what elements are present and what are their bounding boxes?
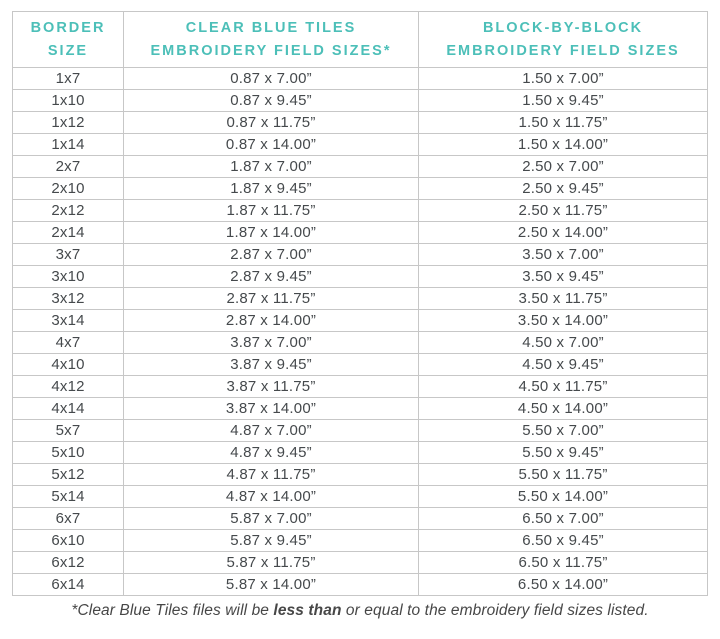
block-by-block-cell: 6.50 x 9.45”	[419, 530, 708, 552]
border-size-cell: 2x7	[13, 156, 124, 178]
border-size-cell: 1x14	[13, 134, 124, 156]
border-size-cell: 4x12	[13, 376, 124, 398]
clear-blue-tiles-cell: 5.87 x 14.00”	[124, 574, 419, 596]
table-row	[13, 178, 708, 200]
block-by-block-cell: 2.50 x 7.00”	[419, 156, 708, 178]
block-by-block-cell: 5.50 x 7.00”	[419, 420, 708, 442]
header-line: EMBROIDERY FIELD SIZES*	[150, 42, 392, 59]
footnote	[0, 602, 720, 620]
table-row	[13, 552, 708, 574]
block-by-block-cell: 1.50 x 11.75”	[419, 112, 708, 134]
column-header-border-size	[13, 12, 124, 68]
block-by-block-cell: 2.50 x 14.00”	[419, 222, 708, 244]
table-row	[13, 376, 708, 398]
table-row	[13, 112, 708, 134]
clear-blue-tiles-cell: 2.87 x 14.00”	[124, 310, 419, 332]
clear-blue-tiles-cell: 0.87 x 14.00”	[124, 134, 419, 156]
block-by-block-cell: 2.50 x 9.45”	[419, 178, 708, 200]
embroidery-field-size-table	[12, 11, 708, 596]
header-row	[13, 12, 708, 68]
block-by-block-cell: 4.50 x 7.00”	[419, 332, 708, 354]
block-by-block-cell: 6.50 x 11.75”	[419, 552, 708, 574]
table-row	[13, 508, 708, 530]
clear-blue-tiles-cell: 0.87 x 11.75”	[124, 112, 419, 134]
table-row	[13, 486, 708, 508]
border-size-cell: 3x12	[13, 288, 124, 310]
border-size-cell: 6x14	[13, 574, 124, 596]
block-by-block-cell: 6.50 x 7.00”	[419, 508, 708, 530]
clear-blue-tiles-cell: 3.87 x 7.00”	[124, 332, 419, 354]
border-size-cell: 5x10	[13, 442, 124, 464]
header-line: EMBROIDERY FIELD SIZES	[446, 42, 680, 59]
block-by-block-cell: 1.50 x 7.00”	[419, 68, 708, 90]
block-by-block-cell: 3.50 x 14.00”	[419, 310, 708, 332]
column-header-clear-blue-tiles	[124, 12, 419, 68]
table-row	[13, 288, 708, 310]
block-by-block-cell: 6.50 x 14.00”	[419, 574, 708, 596]
block-by-block-cell: 3.50 x 11.75”	[419, 288, 708, 310]
border-size-cell: 6x10	[13, 530, 124, 552]
clear-blue-tiles-cell: 1.87 x 14.00”	[124, 222, 419, 244]
border-size-cell: 5x12	[13, 464, 124, 486]
table-row	[13, 90, 708, 112]
clear-blue-tiles-cell: 5.87 x 11.75”	[124, 552, 419, 574]
table-row	[13, 442, 708, 464]
clear-blue-tiles-cell: 5.87 x 9.45”	[124, 530, 419, 552]
border-size-cell: 1x12	[13, 112, 124, 134]
table-body	[13, 68, 708, 596]
border-size-cell: 6x7	[13, 508, 124, 530]
border-size-cell: 3x10	[13, 266, 124, 288]
border-size-cell: 2x10	[13, 178, 124, 200]
clear-blue-tiles-cell: 0.87 x 9.45”	[124, 90, 419, 112]
table-row	[13, 266, 708, 288]
block-by-block-cell: 4.50 x 14.00”	[419, 398, 708, 420]
border-size-cell: 5x7	[13, 420, 124, 442]
block-by-block-cell: 5.50 x 14.00”	[419, 486, 708, 508]
border-size-cell: 1x10	[13, 90, 124, 112]
table-row	[13, 200, 708, 222]
table-row	[13, 222, 708, 244]
border-size-cell: 1x7	[13, 68, 124, 90]
border-size-cell: 2x12	[13, 200, 124, 222]
table-row	[13, 134, 708, 156]
border-size-cell: 4x7	[13, 332, 124, 354]
clear-blue-tiles-cell: 1.87 x 11.75”	[124, 200, 419, 222]
clear-blue-tiles-cell: 2.87 x 7.00”	[124, 244, 419, 266]
clear-blue-tiles-cell: 3.87 x 9.45”	[124, 354, 419, 376]
table-row	[13, 310, 708, 332]
header-line: SIZE	[47, 42, 89, 59]
footnote-text-suffix: or equal to the embroidery field sizes listed.	[341, 602, 649, 619]
block-by-block-cell: 4.50 x 11.75”	[419, 376, 708, 398]
clear-blue-tiles-cell: 3.87 x 14.00”	[124, 398, 419, 420]
header-line: BORDER	[30, 20, 106, 37]
table-row	[13, 398, 708, 420]
border-size-cell: 4x14	[13, 398, 124, 420]
footnote-emphasis: less than	[273, 602, 342, 619]
border-size-cell: 2x14	[13, 222, 124, 244]
border-size-cell: 3x7	[13, 244, 124, 266]
clear-blue-tiles-cell: 3.87 x 11.75”	[124, 376, 419, 398]
block-by-block-cell: 1.50 x 14.00”	[419, 134, 708, 156]
block-by-block-cell: 2.50 x 11.75”	[419, 200, 708, 222]
clear-blue-tiles-cell: 4.87 x 7.00”	[124, 420, 419, 442]
clear-blue-tiles-cell: 1.87 x 7.00”	[124, 156, 419, 178]
block-by-block-cell: 3.50 x 9.45”	[419, 266, 708, 288]
block-by-block-cell: 1.50 x 9.45”	[419, 90, 708, 112]
block-by-block-cell: 5.50 x 9.45”	[419, 442, 708, 464]
block-by-block-cell: 3.50 x 7.00”	[419, 244, 708, 266]
table-row	[13, 156, 708, 178]
clear-blue-tiles-cell: 4.87 x 11.75”	[124, 464, 419, 486]
clear-blue-tiles-cell: 5.87 x 7.00”	[124, 508, 419, 530]
footnote-text-prefix: *Clear Blue Tiles files will be	[71, 602, 274, 619]
table-row	[13, 68, 708, 90]
clear-blue-tiles-cell: 2.87 x 11.75”	[124, 288, 419, 310]
block-by-block-cell: 5.50 x 11.75”	[419, 464, 708, 486]
table-row	[13, 244, 708, 266]
table-row	[13, 420, 708, 442]
border-size-cell: 5x14	[13, 486, 124, 508]
header-line: BLOCK-BY-BLOCK	[482, 20, 644, 37]
clear-blue-tiles-cell: 0.87 x 7.00”	[124, 68, 419, 90]
table-row	[13, 354, 708, 376]
table-row	[13, 332, 708, 354]
column-header-block-by-block	[419, 12, 708, 68]
table-row	[13, 530, 708, 552]
header-line: CLEAR BLUE TILES	[185, 20, 357, 37]
clear-blue-tiles-cell: 4.87 x 9.45”	[124, 442, 419, 464]
table-header	[13, 12, 708, 68]
border-size-cell: 3x14	[13, 310, 124, 332]
clear-blue-tiles-cell: 2.87 x 9.45”	[124, 266, 419, 288]
border-size-cell: 4x10	[13, 354, 124, 376]
clear-blue-tiles-cell: 1.87 x 9.45”	[124, 178, 419, 200]
table-row	[13, 574, 708, 596]
table-row	[13, 464, 708, 486]
border-size-cell: 6x12	[13, 552, 124, 574]
block-by-block-cell: 4.50 x 9.45”	[419, 354, 708, 376]
clear-blue-tiles-cell: 4.87 x 14.00”	[124, 486, 419, 508]
